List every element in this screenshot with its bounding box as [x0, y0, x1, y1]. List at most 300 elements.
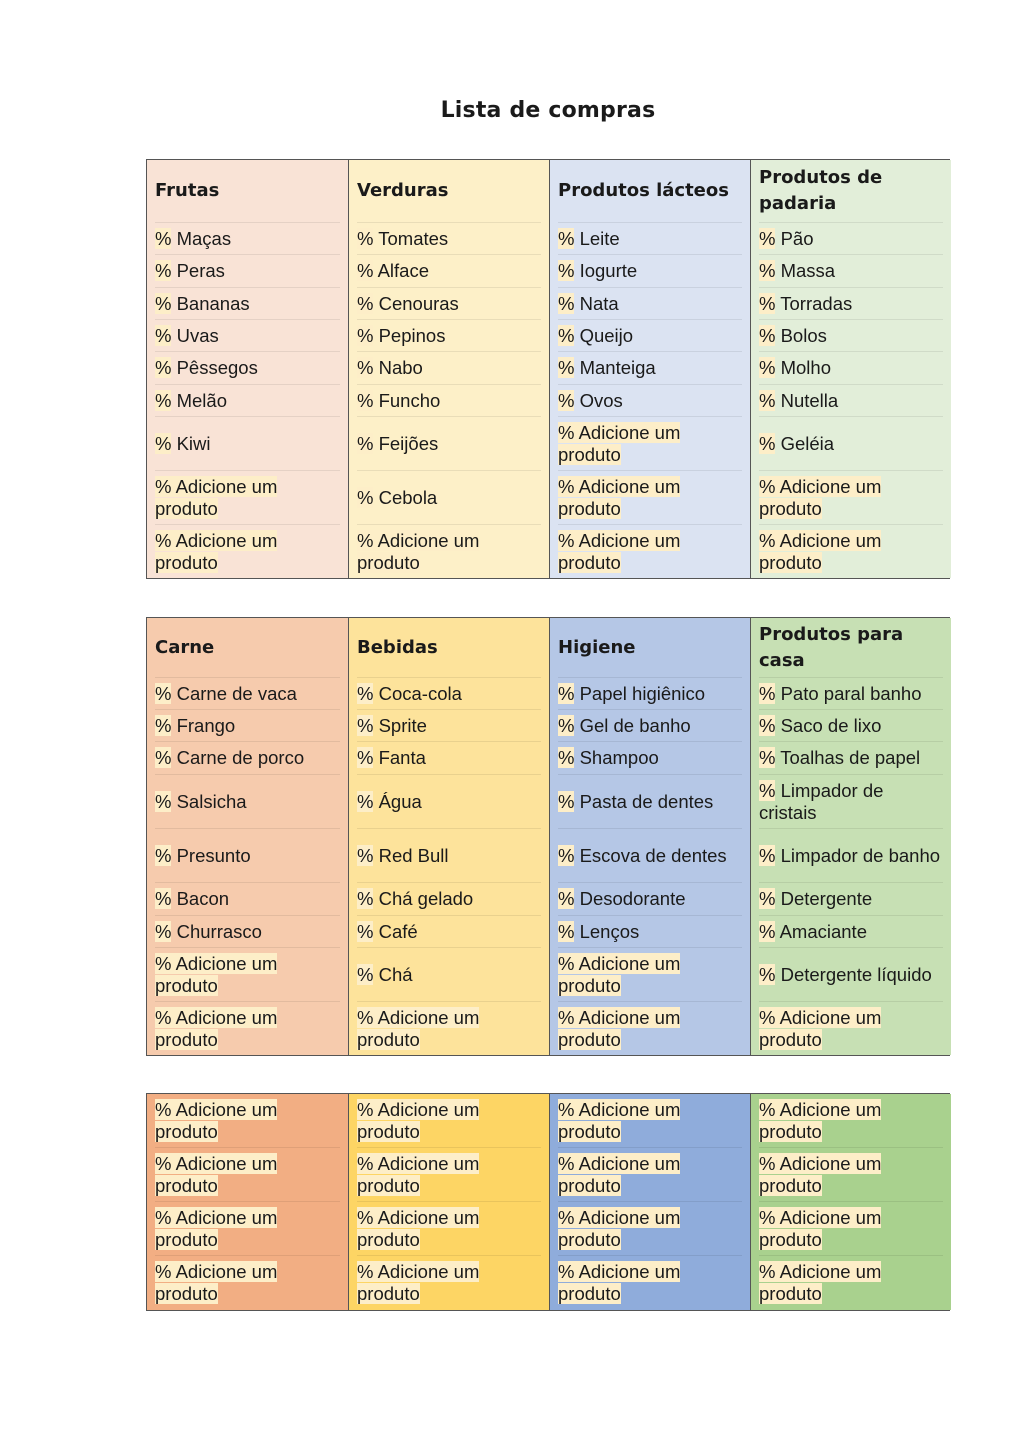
list-item[interactable]	[155, 255, 340, 287]
checkbox-icon[interactable]: %	[155, 432, 172, 454]
checkbox-icon[interactable]: %	[759, 1260, 776, 1282]
add-product-item[interactable]	[155, 948, 340, 1001]
add-product-text	[357, 1261, 541, 1305]
checkbox-icon[interactable]: %	[155, 888, 172, 909]
item-label: Adicione um produto	[357, 1260, 480, 1304]
checkbox-icon[interactable]: %	[357, 888, 374, 909]
add-product-item[interactable]	[155, 471, 340, 524]
category-header: Frutas	[155, 180, 220, 201]
checkbox-icon[interactable]: %	[357, 844, 374, 866]
checkbox-icon[interactable]: %	[155, 790, 172, 812]
category-column-higiene	[549, 618, 750, 1055]
checkbox-icon[interactable]: %	[155, 227, 172, 249]
checkbox-icon[interactable]: %	[759, 227, 776, 249]
list-item[interactable]	[759, 916, 943, 947]
product-text	[357, 293, 459, 315]
product-text	[155, 325, 219, 347]
checkbox-icon[interactable]: %	[759, 475, 776, 497]
checkbox-icon[interactable]: %	[759, 260, 776, 281]
checkbox-icon[interactable]: %	[558, 1260, 575, 1282]
add-product-item[interactable]	[558, 1148, 742, 1201]
add-product-text	[759, 1099, 943, 1143]
category-table-3	[146, 1093, 950, 1311]
checkbox-icon[interactable]: %	[155, 324, 172, 346]
list-item[interactable]	[357, 916, 541, 947]
checkbox-icon[interactable]: %	[759, 1152, 776, 1174]
checkbox-icon[interactable]: %	[759, 1098, 776, 1120]
item-label: Adicione um produto	[759, 1152, 882, 1196]
checkbox-icon[interactable]: %	[357, 714, 374, 736]
list-item[interactable]	[558, 223, 742, 254]
list-item[interactable]	[155, 352, 340, 384]
item-label: Nutella	[775, 389, 839, 411]
product-text	[357, 888, 473, 910]
checkbox-icon[interactable]: %	[558, 920, 575, 942]
item-label: Tomates	[373, 227, 449, 249]
list-item[interactable]	[357, 710, 541, 741]
product-text	[357, 964, 413, 986]
list-item[interactable]	[558, 710, 742, 741]
product-text	[759, 260, 835, 282]
checkbox-icon[interactable]: %	[558, 260, 575, 281]
product-text	[558, 293, 619, 315]
item-label: Limpador de banho	[775, 844, 941, 866]
checkbox-icon[interactable]: %	[155, 1152, 172, 1174]
item-label: Adicione um produto	[558, 529, 681, 573]
product-text	[155, 357, 258, 379]
add-product-item[interactable]	[357, 525, 541, 578]
add-product-item[interactable]	[759, 471, 943, 524]
list-item[interactable]	[759, 320, 943, 351]
list-item[interactable]	[759, 775, 943, 828]
list-item[interactable]	[558, 352, 742, 384]
list-item[interactable]	[357, 742, 541, 774]
list-item[interactable]	[759, 678, 943, 709]
item-label: Salsicha	[171, 790, 247, 812]
add-product-item[interactable]	[155, 1256, 340, 1309]
checkbox-icon[interactable]: %	[558, 1006, 575, 1028]
checkbox-icon[interactable]: %	[155, 1098, 172, 1120]
list-item[interactable]	[155, 417, 340, 470]
list-item[interactable]	[558, 883, 742, 915]
list-item[interactable]	[155, 829, 340, 882]
item-label: Feijões	[373, 432, 439, 454]
add-product-text	[558, 1007, 742, 1051]
checkbox-icon[interactable]: %	[558, 844, 575, 866]
product-text	[759, 228, 814, 250]
item-label: Adicione um produto	[357, 529, 480, 573]
product-text	[155, 228, 231, 250]
item-label: Detergente líquido	[775, 963, 932, 985]
add-product-item[interactable]	[357, 1002, 541, 1055]
product-text	[759, 715, 881, 737]
checkbox-icon[interactable]: %	[155, 529, 172, 551]
category-header: Bebidas	[357, 636, 438, 658]
product-text	[558, 845, 727, 867]
category-column-extra-col-1	[147, 1094, 348, 1310]
item-label: Funcho	[373, 389, 441, 411]
list-item[interactable]	[357, 288, 541, 319]
list-item[interactable]	[759, 223, 943, 254]
item-label: Saco de lixo	[775, 714, 882, 736]
list-item[interactable]	[759, 385, 943, 416]
add-product-item[interactable]	[759, 1256, 943, 1309]
list-item[interactable]	[357, 417, 541, 470]
checkbox-icon[interactable]: %	[558, 227, 575, 249]
checkbox-icon[interactable]: %	[759, 747, 776, 768]
add-product-item[interactable]	[558, 1256, 742, 1309]
product-text	[558, 791, 713, 813]
checkbox-icon[interactable]: %	[558, 714, 575, 736]
item-label: Torradas	[775, 292, 853, 314]
checkbox-icon[interactable]: %	[558, 790, 575, 812]
item-label: Alface	[373, 260, 429, 281]
list-item[interactable]	[155, 916, 340, 947]
list-item[interactable]	[357, 385, 541, 416]
checkbox-icon[interactable]: %	[155, 952, 172, 974]
list-item[interactable]	[759, 742, 943, 774]
checkbox-icon[interactable]: %	[155, 260, 172, 281]
checkbox-icon[interactable]: %	[558, 1152, 575, 1174]
item-label: Geléia	[775, 432, 835, 454]
checkbox-icon[interactable]: %	[357, 1206, 374, 1228]
checkbox-icon[interactable]: %	[558, 682, 575, 704]
category-table-2	[146, 617, 950, 1056]
checkbox-icon[interactable]: %	[357, 357, 374, 378]
list-item[interactable]	[357, 471, 541, 524]
checkbox-icon[interactable]: %	[558, 952, 575, 974]
list-item[interactable]	[357, 678, 541, 709]
checkbox-icon[interactable]: %	[357, 324, 374, 346]
checkbox-icon[interactable]: %	[558, 357, 575, 378]
item-label: Adicione um produto	[759, 475, 882, 519]
add-product-item[interactable]	[759, 1094, 943, 1147]
checkbox-icon[interactable]: %	[759, 357, 776, 378]
list-item[interactable]	[558, 678, 742, 709]
list-item[interactable]	[759, 948, 943, 1001]
product-text	[357, 747, 426, 769]
add-product-item[interactable]	[558, 948, 742, 1001]
item-label: Molho	[775, 357, 831, 378]
checkbox-icon[interactable]: %	[357, 486, 374, 508]
item-label: Churrasco	[171, 920, 262, 942]
list-item[interactable]	[155, 775, 340, 828]
add-product-text	[759, 1261, 943, 1305]
checkbox-icon[interactable]: %	[759, 844, 776, 866]
add-product-item[interactable]	[759, 1202, 943, 1255]
add-product-item[interactable]	[759, 1148, 943, 1201]
checkbox-icon[interactable]: %	[558, 747, 575, 768]
checkbox-icon[interactable]: %	[759, 1006, 776, 1028]
list-item[interactable]	[357, 352, 541, 384]
checkbox-icon[interactable]: %	[558, 529, 575, 551]
add-product-item[interactable]	[155, 1002, 340, 1055]
item-label: Adicione um produto	[155, 1098, 278, 1142]
add-product-item[interactable]	[357, 1202, 541, 1255]
add-product-item[interactable]	[155, 1094, 340, 1147]
checkbox-icon[interactable]: %	[357, 260, 374, 281]
checkbox-icon[interactable]: %	[759, 963, 776, 985]
item-label: Papel higiênico	[574, 682, 706, 704]
product-text	[558, 715, 691, 737]
add-product-item[interactable]	[155, 1202, 340, 1255]
product-text	[558, 921, 639, 943]
checkbox-icon[interactable]: %	[357, 963, 374, 985]
item-label: Nata	[574, 292, 619, 314]
list-item[interactable]	[155, 288, 340, 319]
list-item[interactable]	[155, 320, 340, 351]
product-text	[759, 780, 943, 824]
list-item[interactable]	[155, 678, 340, 709]
page-title: Lista de compras	[440, 98, 656, 123]
add-product-item[interactable]	[558, 525, 742, 578]
checkbox-icon[interactable]: %	[759, 714, 776, 736]
checkbox-icon[interactable]: %	[155, 682, 172, 704]
list-item[interactable]	[357, 255, 541, 287]
list-item[interactable]	[155, 385, 340, 416]
add-product-text	[155, 1207, 340, 1251]
add-product-text	[155, 1099, 340, 1143]
checkbox-icon[interactable]: %	[759, 529, 776, 551]
item-label: Bolos	[775, 324, 827, 346]
item-label: Adicione um produto	[558, 1152, 681, 1196]
checkbox-icon[interactable]: %	[759, 324, 776, 346]
checkbox-icon[interactable]: %	[759, 1206, 776, 1228]
checkbox-icon[interactable]: %	[357, 747, 374, 768]
list-item[interactable]	[759, 255, 943, 287]
list-item[interactable]	[558, 288, 742, 319]
add-product-text	[155, 1007, 340, 1051]
add-product-item[interactable]	[558, 1094, 742, 1147]
category-column-frutas	[147, 160, 348, 578]
add-product-item[interactable]	[558, 1202, 742, 1255]
checkbox-icon[interactable]: %	[155, 844, 172, 866]
checkbox-icon[interactable]: %	[357, 920, 374, 942]
category-header: Carne	[155, 636, 215, 658]
item-label: Adicione um produto	[155, 1152, 278, 1196]
product-text	[155, 260, 225, 282]
product-text	[357, 433, 438, 455]
list-item[interactable]	[759, 417, 943, 470]
add-product-text	[155, 953, 340, 997]
category-column-carne	[147, 618, 348, 1055]
item-label: Peras	[171, 260, 225, 281]
item-label: Cenouras	[373, 292, 459, 314]
add-product-text	[558, 1261, 742, 1305]
item-label: Massa	[775, 260, 836, 281]
checkbox-icon[interactable]: %	[155, 357, 172, 378]
item-label: Adicione um produto	[357, 1152, 480, 1196]
checkbox-icon[interactable]: %	[558, 389, 575, 411]
item-label: Pasta de dentes	[574, 790, 714, 812]
product-text	[759, 921, 867, 943]
add-product-item[interactable]	[357, 1094, 541, 1147]
list-item[interactable]	[357, 883, 541, 915]
checkbox-icon[interactable]: %	[155, 292, 172, 314]
category-header: Produtos lácteos	[558, 180, 729, 201]
product-text	[357, 390, 440, 412]
add-product-item[interactable]	[357, 1148, 541, 1201]
item-label: Água	[373, 790, 422, 812]
list-item[interactable]	[155, 223, 340, 254]
list-item[interactable]	[357, 223, 541, 254]
list-item[interactable]	[558, 916, 742, 947]
checkbox-icon[interactable]: %	[558, 475, 575, 497]
add-product-item[interactable]	[155, 525, 340, 578]
add-product-text	[558, 476, 742, 520]
item-label: Frango	[171, 714, 236, 736]
add-product-text	[759, 476, 943, 520]
checkbox-icon[interactable]: %	[759, 682, 776, 704]
add-product-item[interactable]	[759, 1002, 943, 1055]
checkbox-icon[interactable]: %	[759, 432, 776, 454]
checkbox-icon[interactable]: %	[357, 1152, 374, 1174]
product-text	[357, 683, 462, 705]
add-product-text	[155, 1153, 340, 1197]
item-label: Adicione um produto	[155, 529, 278, 573]
item-label: Adicione um produto	[155, 475, 278, 519]
checkbox-icon[interactable]: %	[155, 747, 172, 768]
item-label: Adicione um produto	[558, 475, 681, 519]
list-item[interactable]	[155, 883, 340, 915]
list-item[interactable]	[155, 710, 340, 741]
item-label: Toalhas de papel	[775, 747, 921, 768]
checkbox-icon[interactable]: %	[357, 389, 374, 411]
list-item[interactable]	[357, 948, 541, 1001]
list-item[interactable]	[357, 775, 541, 828]
list-item[interactable]	[558, 829, 742, 882]
product-text	[558, 747, 659, 769]
item-label: Lenços	[574, 920, 640, 942]
checkbox-icon[interactable]: %	[558, 421, 575, 443]
checkbox-icon[interactable]: %	[357, 1006, 374, 1028]
add-product-text	[155, 1261, 340, 1305]
list-item[interactable]	[357, 829, 541, 882]
add-product-item[interactable]	[759, 525, 943, 578]
list-item[interactable]	[759, 710, 943, 741]
product-text	[357, 791, 422, 813]
product-text	[759, 357, 831, 379]
category-column-produtos-para-casa	[750, 618, 951, 1055]
checkbox-icon[interactable]: %	[357, 1098, 374, 1120]
add-product-text	[558, 530, 742, 574]
category-header: Higiene	[558, 636, 636, 658]
list-item[interactable]	[759, 288, 943, 319]
item-label: Kiwi	[171, 432, 211, 454]
list-item[interactable]	[558, 742, 742, 774]
checkbox-icon[interactable]: %	[558, 292, 575, 314]
list-item[interactable]	[759, 352, 943, 384]
product-text	[155, 845, 251, 867]
list-item[interactable]	[558, 320, 742, 351]
checkbox-icon[interactable]: %	[357, 790, 374, 812]
list-item[interactable]	[759, 829, 943, 882]
list-item[interactable]	[759, 883, 943, 915]
item-label: Limpador de cristais	[759, 779, 884, 823]
checkbox-icon[interactable]: %	[155, 714, 172, 736]
product-text	[558, 683, 705, 705]
item-label: Fanta	[373, 747, 426, 768]
item-label: Gel de banho	[574, 714, 691, 736]
item-label: Leite	[574, 227, 620, 249]
item-label: Sprite	[373, 714, 427, 736]
item-label: Iogurte	[574, 260, 638, 281]
product-text	[759, 293, 852, 315]
add-product-text	[558, 953, 742, 997]
item-label: Adicione um produto	[155, 952, 278, 996]
checkbox-icon[interactable]: %	[357, 292, 374, 314]
checkbox-icon[interactable]: %	[558, 888, 575, 909]
list-item[interactable]	[558, 775, 742, 828]
add-product-item[interactable]	[558, 417, 742, 470]
add-product-item[interactable]	[558, 1002, 742, 1055]
checkbox-icon[interactable]: %	[155, 475, 172, 497]
product-text	[558, 228, 620, 250]
item-label: Adicione um produto	[155, 1006, 278, 1050]
checkbox-icon[interactable]: %	[357, 1260, 374, 1282]
product-text	[357, 845, 449, 867]
add-product-item[interactable]	[558, 471, 742, 524]
add-product-item[interactable]	[155, 1148, 340, 1201]
checkbox-icon[interactable]: %	[357, 529, 374, 551]
checkbox-icon[interactable]: %	[155, 1006, 172, 1028]
item-label: Queijo	[574, 324, 634, 346]
list-item[interactable]	[357, 320, 541, 351]
item-label: Carne de vaca	[171, 682, 297, 704]
checkbox-icon[interactable]: %	[357, 432, 374, 454]
checkbox-icon[interactable]: %	[357, 682, 374, 704]
item-label: Melão	[171, 389, 227, 411]
checkbox-icon[interactable]: %	[759, 888, 776, 909]
checkbox-icon[interactable]: %	[759, 389, 776, 411]
category-header: Produtos para casa	[759, 623, 904, 671]
list-item[interactable]	[558, 255, 742, 287]
checkbox-icon[interactable]: %	[558, 324, 575, 346]
checkbox-icon[interactable]: %	[155, 920, 172, 942]
checkbox-icon[interactable]: %	[759, 920, 776, 942]
add-product-text	[558, 1153, 742, 1197]
add-product-text	[357, 530, 541, 574]
product-text	[357, 325, 445, 347]
checkbox-icon[interactable]: %	[357, 227, 374, 249]
item-label: Adicione um produto	[558, 1260, 681, 1304]
checkbox-icon[interactable]: %	[155, 1206, 172, 1228]
add-product-text	[759, 530, 943, 574]
add-product-item[interactable]	[357, 1256, 541, 1309]
list-item[interactable]	[155, 742, 340, 774]
product-text	[357, 357, 423, 379]
item-label: Adicione um produto	[759, 1206, 882, 1250]
item-label: Chá	[373, 963, 413, 985]
checkbox-icon[interactable]: %	[558, 1098, 575, 1120]
item-label: Pato paral banho	[775, 682, 922, 704]
add-product-text	[558, 1099, 742, 1143]
add-product-text	[155, 476, 340, 520]
checkbox-icon[interactable]: %	[759, 292, 776, 314]
checkbox-icon[interactable]: %	[155, 389, 172, 411]
product-text	[759, 747, 920, 769]
item-label: Pão	[775, 227, 814, 249]
checkbox-icon[interactable]: %	[759, 779, 776, 801]
item-label: Uvas	[171, 324, 219, 346]
item-label: Adicione um produto	[558, 1206, 681, 1250]
category-column-extra-col-3	[549, 1094, 750, 1310]
list-item[interactable]	[558, 385, 742, 416]
checkbox-icon[interactable]: %	[155, 1260, 172, 1282]
category-column-extra-col-2	[348, 1094, 549, 1310]
item-label: Adicione um produto	[155, 1260, 278, 1304]
checkbox-icon[interactable]: %	[558, 1206, 575, 1228]
